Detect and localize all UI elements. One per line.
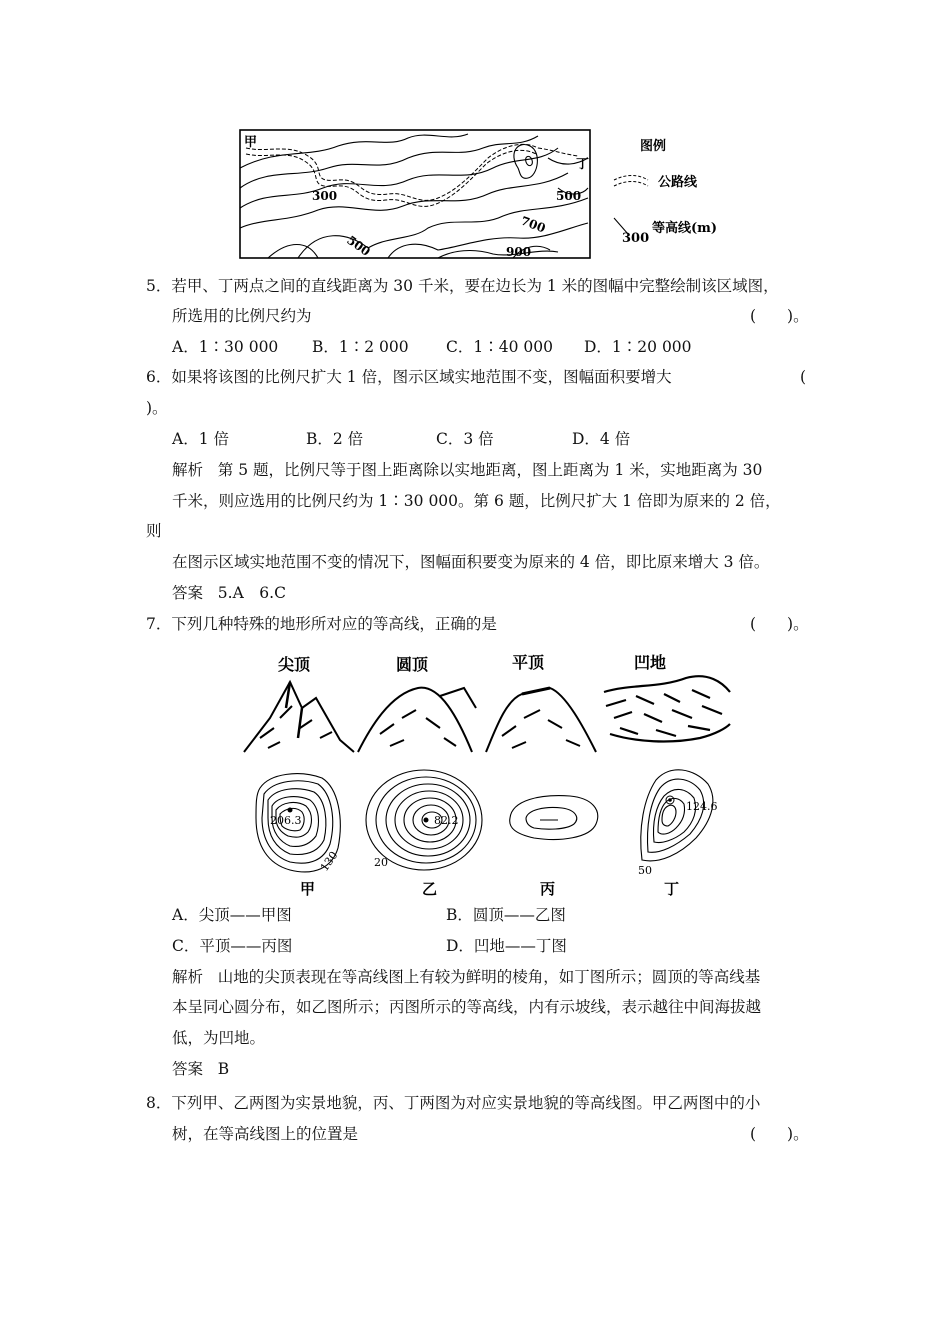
q8-stem-line2: 树，在等高线图上的位置是	[172, 1125, 359, 1143]
answer-5-6	[172, 583, 286, 603]
contour-label: 500	[344, 232, 373, 259]
q6-stem-line2: )。	[146, 399, 168, 417]
landform-contour-figure	[240, 648, 740, 900]
q7-stem: 7．下列几种特殊的地形所对应的等高线，正确的是	[146, 615, 497, 633]
elevation-label: 206.3	[270, 814, 302, 827]
contour-label: 700	[518, 213, 548, 236]
elevation-label: 124.6	[686, 800, 718, 813]
map-label-jia: 甲	[300, 880, 316, 898]
map-corner-label-left: 甲	[244, 135, 258, 150]
map-label-yi: 乙	[422, 880, 438, 898]
elevation-label: 20	[374, 856, 388, 869]
flat-top-sketch	[486, 688, 596, 752]
elevation-label: 130	[317, 849, 341, 874]
q5-stem-line1: 5．若甲、丁两点之间的直线距离为 30 千米，要在边长为 1 米的图幅中完整绘制该区域图，	[146, 277, 779, 295]
terrain-label-round-peak: 圆顶	[396, 655, 429, 674]
q5-option-d: D．1∶20 000	[584, 338, 692, 356]
analysis-5-6-line4: 在图示区域实地范围不变的情况下，图幅面积要变为原来的 4 倍，即比原来增大 3 倍。	[172, 553, 770, 571]
map-label-bing: 丙	[540, 880, 556, 898]
contour-label: 500	[556, 189, 582, 203]
q6-option-b: B．2 倍	[306, 430, 364, 448]
topographic-map	[238, 128, 758, 263]
q6-option-d: D．4 倍	[572, 430, 631, 448]
q6-paren-open: (	[800, 368, 807, 386]
answer-7	[172, 1059, 229, 1079]
analysis-5-6-line2: 千米，则应选用的比例尺约为 1∶30 000。第 6 题，比例尺扩大 1 倍即为原来的 2 倍，	[172, 492, 781, 510]
q6-option-a: A．1 倍	[172, 430, 229, 448]
q5-answer-paren: ( )。	[750, 307, 809, 325]
legend-road-label: 公路线	[658, 175, 698, 190]
q5-option-b: B．1∶2 000	[312, 338, 409, 356]
sharp-peak-sketch	[244, 682, 354, 752]
analysis-label: 解析	[172, 461, 204, 479]
topographic-map-figure	[238, 128, 758, 263]
analysis-label: 解析	[172, 968, 204, 986]
q7-option-a: A．尖顶——甲图	[172, 906, 292, 924]
q8-stem-line1: 8．下列甲、乙两图为实景地貌，丙、丁两图为对应实景地貌的等高线图。甲乙两图中的小	[146, 1094, 761, 1112]
q5-option-a: A．1∶30 000	[172, 338, 279, 356]
landform-illustrations	[240, 648, 740, 900]
answer-value: B	[217, 1060, 230, 1078]
q7-answer-paren: ( )。	[750, 615, 809, 633]
road-legend-symbol	[614, 176, 648, 181]
q7-option-d: D．凹地——丁图	[446, 937, 567, 955]
legend-contour-label: 等高线(m)	[652, 221, 718, 236]
answer-value: 5.A 6.C	[217, 584, 286, 602]
analysis-5-6-line3: 则	[146, 522, 162, 540]
q6-stem-line1: 6．如果将该图的比例尺扩大 1 倍，图示区域实地范围不变，图幅面积要增大	[146, 368, 672, 386]
analysis-7	[172, 967, 760, 987]
q5-option-c: C．1∶40 000	[446, 338, 553, 356]
contour-map-ding	[641, 770, 713, 861]
map-label-ding: 丁	[664, 880, 680, 898]
q7-option-b: B．圆顶——乙图	[446, 906, 566, 924]
q7-option-c: C．平顶——丙图	[172, 937, 293, 955]
terrain-label-basin: 凹地	[634, 653, 667, 672]
basin-sketch	[604, 676, 730, 741]
elevation-label: 50	[638, 864, 652, 877]
analysis-7-line3: 低，为凹地。	[172, 1029, 266, 1047]
answer-label: 答案	[172, 1060, 204, 1078]
answer-label: 答案	[172, 584, 204, 602]
contour-map-bing	[510, 796, 598, 840]
analysis-text: 山地的尖顶表现在等高线图上有较为鲜明的棱角，如丁图所示；圆顶的等高线基	[217, 968, 761, 986]
legend-contour-value: 300	[622, 231, 650, 246]
q6-option-c: C．3 倍	[436, 430, 494, 448]
analysis-7-line2: 本呈同心圆分布，如乙图所示；丙图所示的等高线，内有示坡线，表示越往中间海拔越	[172, 998, 762, 1016]
terrain-label-sharp-peak: 尖顶	[278, 655, 311, 674]
elevation-label: 82.2	[434, 814, 459, 827]
contour-label: 900	[506, 245, 532, 259]
legend-title: 图例	[640, 139, 667, 154]
q5-stem-line2: 所选用的比例尺约为	[172, 307, 312, 325]
contour-label: 300	[312, 189, 338, 203]
terrain-label-flat-top: 平顶	[512, 653, 545, 672]
round-peak-sketch	[358, 688, 476, 752]
analysis-5-6	[172, 460, 762, 480]
q8-answer-paren: ( )。	[750, 1125, 809, 1143]
analysis-text: 第 5 题，比例尺等于图上距离除以实地距离，图上距离为 1 米，实地距离为 30	[217, 461, 763, 479]
map-corner-label-right: 丁	[576, 157, 590, 172]
